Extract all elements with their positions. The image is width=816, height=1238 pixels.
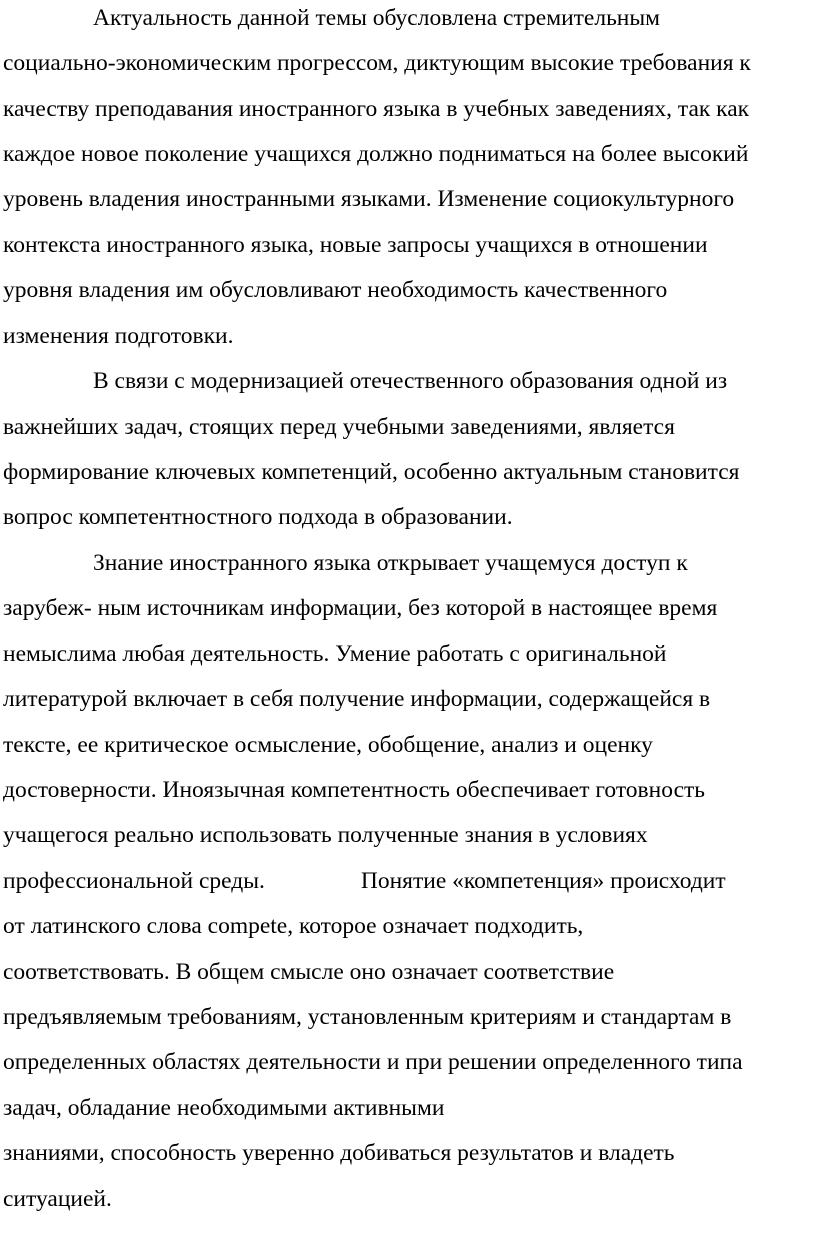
text-line: В связи с модернизацией отечественного образования одной из	[93, 368, 728, 394]
text-line: изменения подготовки.	[3, 323, 234, 349]
text-line: тексте, ее критическое осмысление, обобщение, анализ и оценку	[3, 732, 653, 758]
text-line: социально-экономическим прогрессом, диктующим высокие требования к	[3, 50, 751, 76]
text-line: качеству преподавания иностранного языка в учебных заведениях, так как	[3, 96, 750, 122]
text-line: от латинского слова compete, которое означает подходить,	[3, 913, 584, 939]
text-line: знаниями, способность уверенно добиваться результатов и владеть	[3, 1140, 675, 1166]
text-line: вопрос компетентностного подхода в образовании.	[3, 504, 513, 530]
text-line: каждое новое поколение учащихся должно подниматься на более высокий	[3, 141, 749, 167]
text-line	[3, 866, 726, 896]
text-line: соответствовать. В общем смысле оно означает соответствие	[3, 959, 615, 985]
text-line: учащегося реально использовать полученные знания в условиях	[3, 822, 648, 848]
text-line: зарубеж- ным источникам информации, без которой в настоящее время	[3, 595, 718, 621]
text-line: немыслима любая деятельность. Умение работать с оригинальной	[3, 641, 667, 667]
text-line: определенных областях деятельности и при решении определенного типа	[3, 1049, 743, 1075]
text-line: достоверности. Иноязычная компетентность обеспечивает готовность	[3, 777, 705, 803]
text-line: уровня владения им обусловливают необходимость качественного	[3, 277, 668, 303]
text-line: литературой включает в себя получение информации, содержащейся в	[3, 686, 711, 712]
text-line: важнейших задач, стоящих перед учебными заведениями, является	[3, 414, 675, 440]
text-segment: Понятие «компетенция» происходит	[360, 868, 726, 894]
text-line: предъявляемым требованиям, установленным критериям и стандартам в	[3, 1004, 732, 1030]
text-line: уровень владения иностранными языками. Изменение социокультурного	[3, 186, 735, 212]
text-segment: профессиональной среды.	[3, 868, 265, 894]
text-line: задач, обладание необходимыми активными	[3, 1095, 445, 1121]
text-line: контекста иностранного языка, новые запросы учащихся в отношении	[3, 232, 708, 258]
text-line: Актуальность данной темы обусловлена стремительным	[93, 5, 661, 31]
text-line: Знание иностранного языка открывает учащемуся доступ к	[93, 550, 688, 576]
text-line: формирование ключевых компетенций, особенно актуальным становится	[3, 459, 740, 485]
text-line: ситуацией.	[3, 1186, 112, 1212]
